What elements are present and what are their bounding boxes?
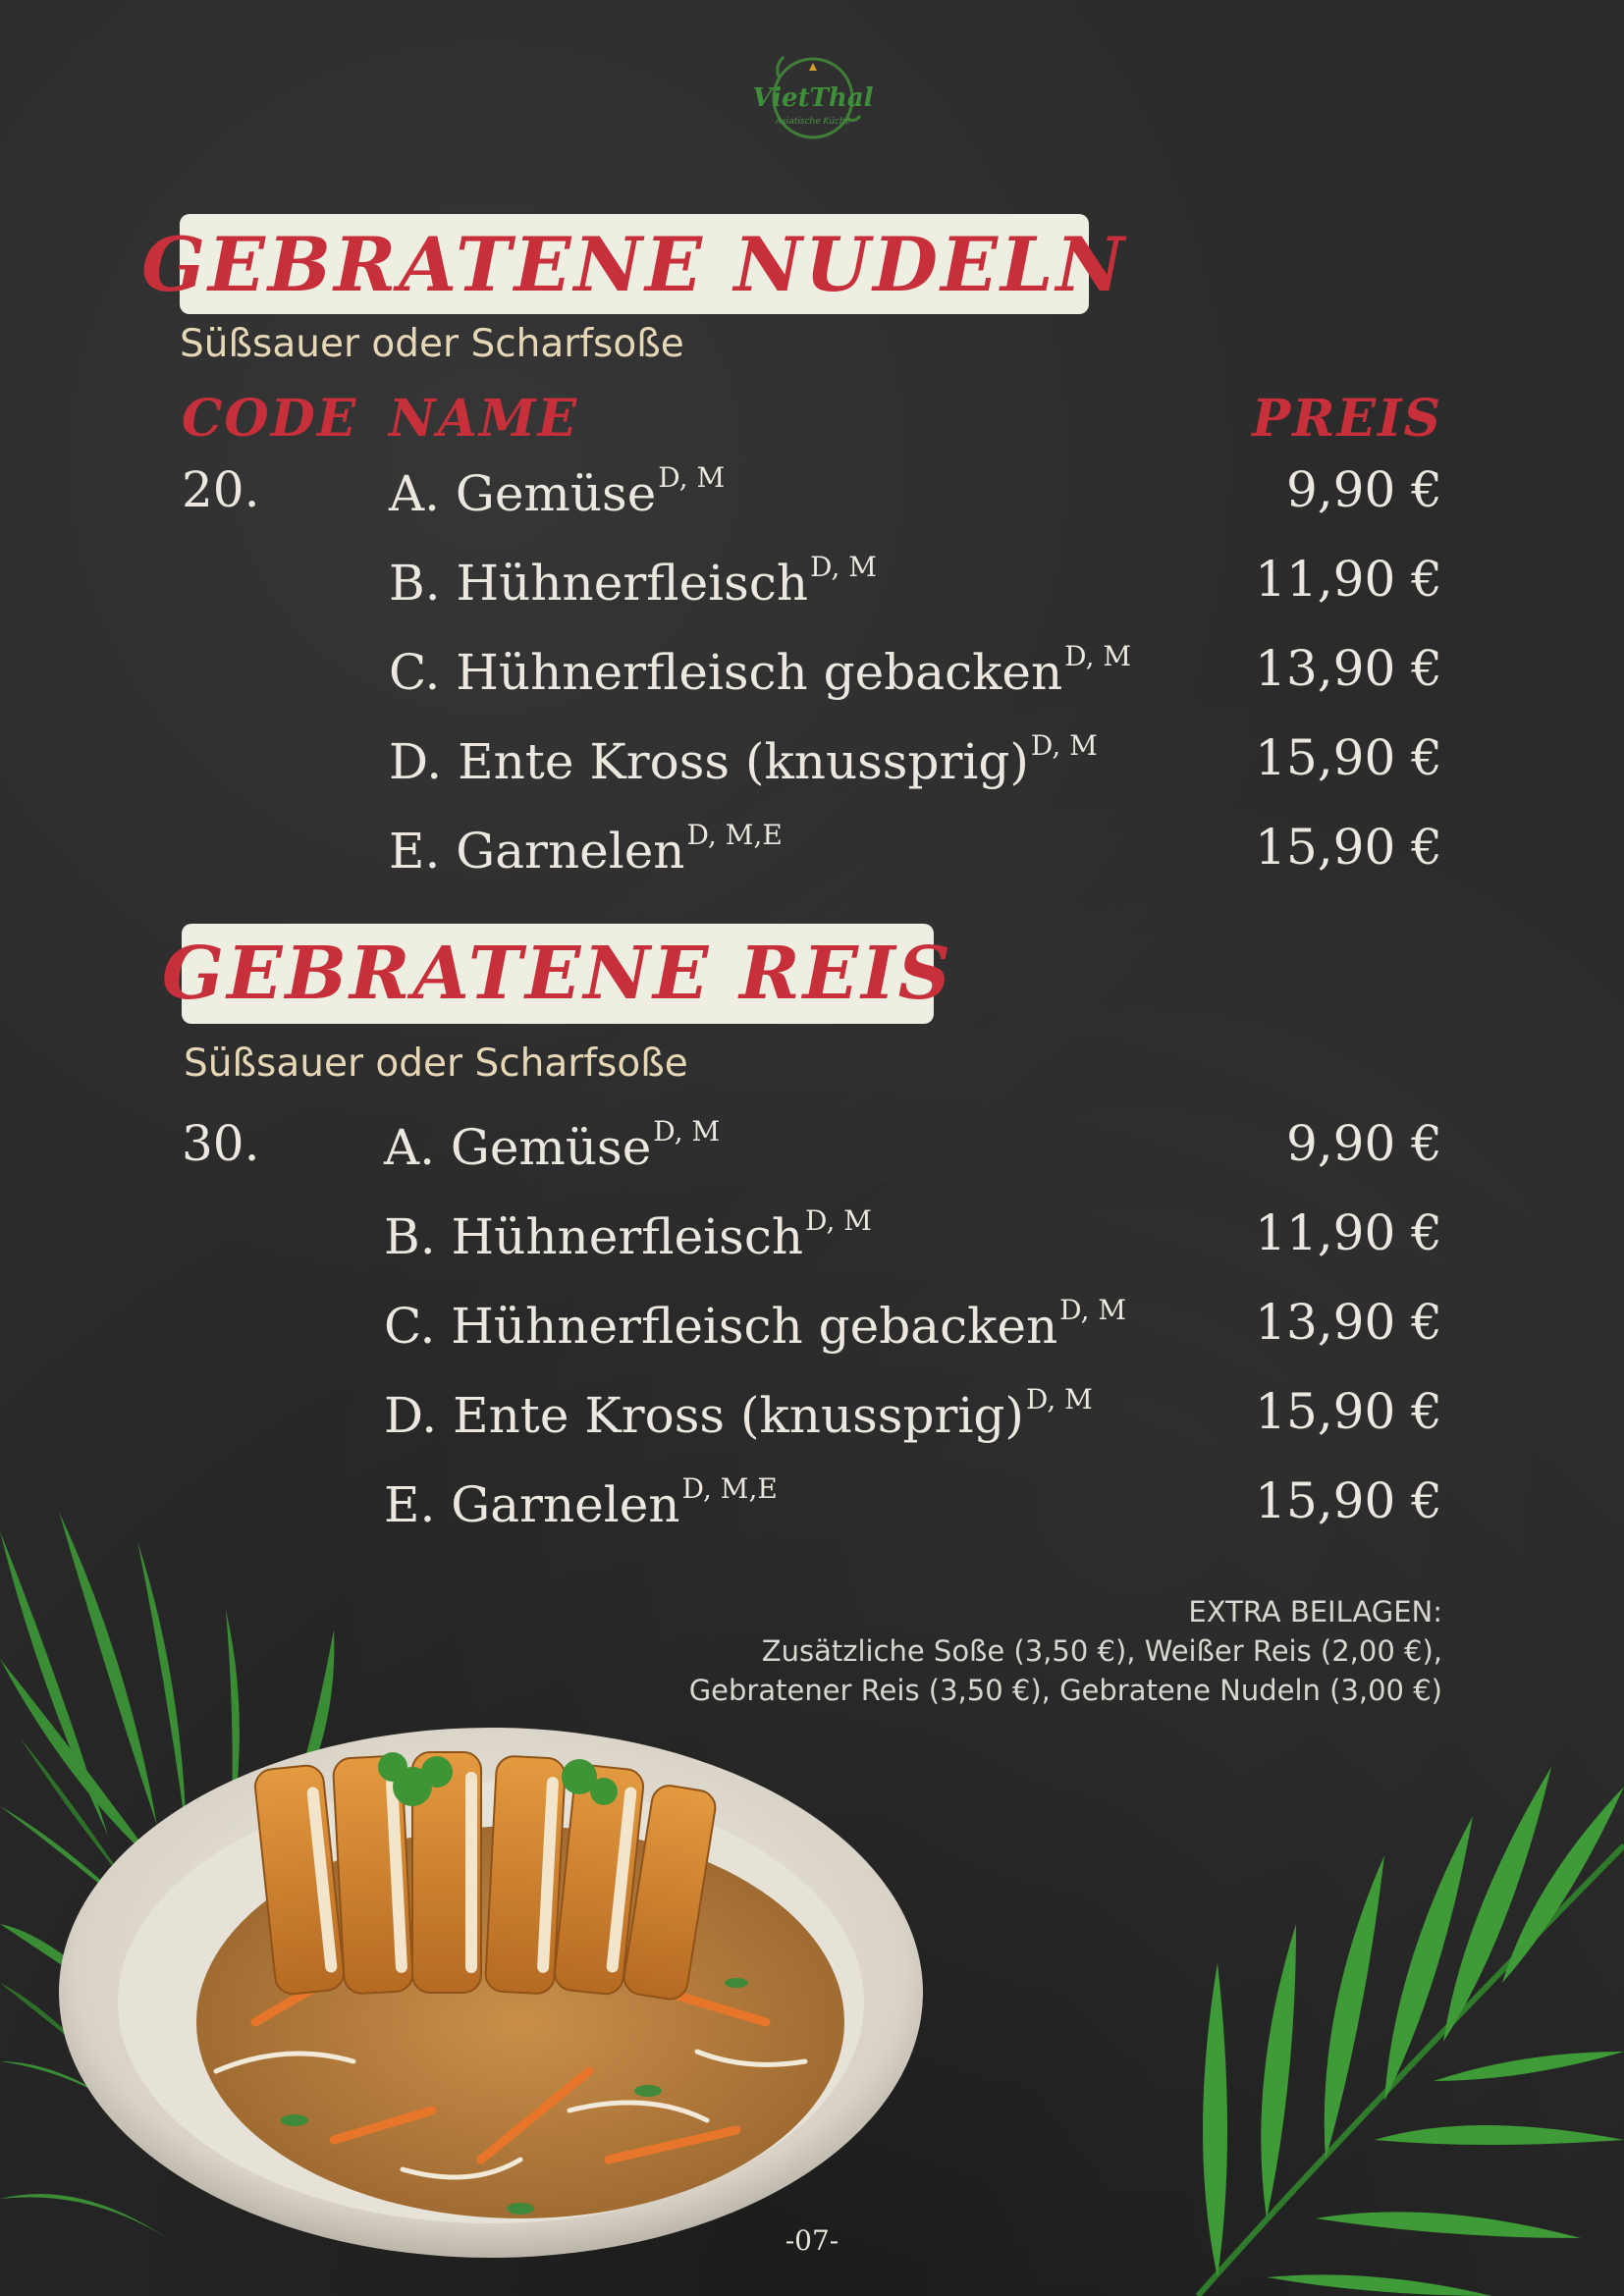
logo-image bbox=[752, 49, 874, 143]
menu-item bbox=[389, 640, 1131, 701]
item-name: D. Ente Kross (knussprig) bbox=[389, 733, 1029, 790]
allergen-codes: D, M bbox=[1064, 640, 1132, 672]
item-name: E. Garnelen bbox=[389, 823, 685, 880]
item-price: 9,90 € bbox=[1285, 461, 1442, 518]
item-price: 15,90 € bbox=[1255, 819, 1442, 876]
section-title-noodles: GEBRATENE NUDELN bbox=[180, 214, 1089, 314]
item-price: 11,90 € bbox=[1255, 551, 1442, 608]
allergen-codes: D, M bbox=[1025, 1383, 1093, 1415]
item-price: 9,90 € bbox=[1285, 1115, 1442, 1172]
menu-item bbox=[384, 1115, 720, 1176]
extra-sides-heading: EXTRA BEILAGEN: bbox=[1188, 1595, 1442, 1629]
svg-text:VietThal: VietThal bbox=[752, 83, 874, 113]
item-name: A. Gemüse bbox=[384, 1119, 652, 1176]
extra-sides bbox=[689, 1592, 1442, 1710]
menu-item bbox=[384, 1204, 872, 1265]
column-header-price: PREIS bbox=[1252, 389, 1442, 449]
item-name: C. Hühnerfleisch gebacken bbox=[389, 644, 1063, 701]
palm-leaves-right-image bbox=[1159, 1728, 1624, 2296]
item-name: B. Hühnerfleisch bbox=[384, 1208, 804, 1265]
restaurant-logo bbox=[752, 49, 874, 143]
item-price: 15,90 € bbox=[1255, 1383, 1442, 1440]
item-price: 15,90 € bbox=[1255, 729, 1442, 786]
extra-sides-line: Gebratener Reis (3,50 €), Gebratene Nudeln (3,00 €) bbox=[688, 1674, 1442, 1707]
column-header-code: CODE bbox=[182, 389, 358, 449]
extra-sides-line: Zusätzliche Soße (3,50 €), Weißer Reis (2,00 €), bbox=[761, 1634, 1442, 1668]
item-name: B. Hühnerfleisch bbox=[389, 555, 809, 612]
allergen-codes: D, M,E bbox=[686, 819, 783, 851]
menu-item bbox=[389, 551, 877, 612]
allergen-codes: D, M bbox=[810, 551, 877, 583]
item-price: 13,90 € bbox=[1255, 1294, 1442, 1351]
allergen-codes: D, M bbox=[1030, 729, 1098, 762]
allergen-codes: D, M,E bbox=[681, 1472, 778, 1505]
section-title-rice: GEBRATENE REIS bbox=[182, 924, 934, 1024]
menu-item bbox=[384, 1472, 778, 1533]
fried-rice-plate-image bbox=[59, 1698, 962, 2268]
item-price: 11,90 € bbox=[1255, 1204, 1442, 1261]
item-name: A. Gemüse bbox=[389, 465, 657, 522]
page-number: -07- bbox=[785, 2224, 839, 2257]
menu-item bbox=[384, 1294, 1126, 1355]
allergen-codes: D, M bbox=[658, 461, 726, 494]
section-subtitle-noodles: Süßsauer oder Scharfsoße bbox=[180, 322, 684, 366]
item-code-noodles: 20. bbox=[182, 461, 260, 518]
svg-text:Asiatische Küche: Asiatische Küche bbox=[775, 117, 851, 127]
menu-item bbox=[389, 729, 1098, 790]
menu-item bbox=[389, 819, 783, 880]
allergen-codes: D, M bbox=[653, 1115, 721, 1148]
column-header-name: NAME bbox=[389, 389, 579, 449]
menu-item bbox=[389, 461, 725, 522]
item-name: D. Ente Kross (knussprig) bbox=[384, 1387, 1024, 1444]
item-name: C. Hühnerfleisch gebacken bbox=[384, 1298, 1058, 1355]
item-name: E. Garnelen bbox=[384, 1476, 680, 1533]
section-subtitle-rice: Süßsauer oder Scharfsoße bbox=[184, 1041, 688, 1086]
allergen-codes: D, M bbox=[805, 1204, 872, 1237]
item-price: 15,90 € bbox=[1255, 1472, 1442, 1529]
item-price: 13,90 € bbox=[1255, 640, 1442, 697]
allergen-codes: D, M bbox=[1059, 1294, 1127, 1326]
item-code-rice: 30. bbox=[182, 1115, 260, 1172]
menu-item bbox=[384, 1383, 1093, 1444]
